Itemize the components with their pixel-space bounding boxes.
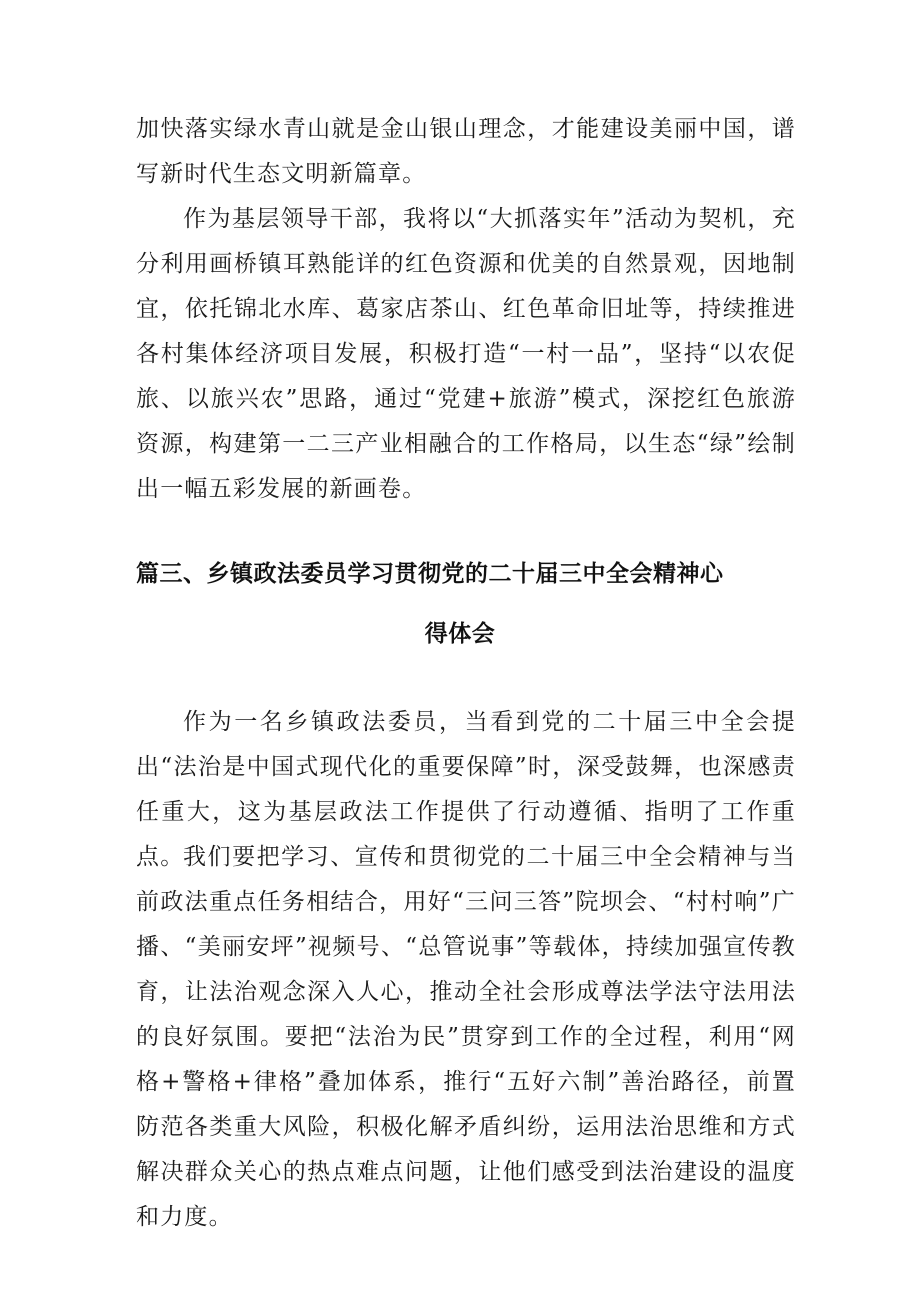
paragraph-tasks: 我们要把学习、宣传和贯彻党的二十届三中全会精神与当前政法重点任务相结合，用好“三问三答”院坝会、“村村响”广播、“美丽安坪”视频号、“总管说事”等载体，持续加强宣传教育，让法治观念深入人心，推动全社会形成尊法学法守法用法的良好氛围。要把“法治为民”贯穿到工作的全过程，利用“网格+警格+律格”叠加体系，推行“五好六制”善治路径，前置防范各类重大风险，积极化解矛盾纠纷，运用法治思维和方式解决群众关心的热点难点问题，让他们感受到法治建设的温度和力度。 bbox=[136, 844, 796, 1230]
section-title-line-2: 得体会 bbox=[424, 621, 496, 647]
paragraph-intro: 作为一名乡镇政法委员，当看到党的二十届三中全会提出“法治是中国式现代化的重要保障”时，深受鼓舞，也深感责任重大，这为基层政法工作提供了行动遵循、指明了工作重点。 bbox=[136, 709, 796, 870]
section-title-line-1: 篇三、乡镇政法委员学习贯彻党的二十届三中全会精神心 bbox=[136, 561, 724, 587]
paragraph-continuation: 加快落实绿水青山就是金山银山理念，才能建设美丽中国，谱写新时代生态文明新篇章。 bbox=[136, 116, 796, 187]
paragraph-leadership-plan: 作为基层领导干部，我将以“大抓落实年”活动为契机，充分利用画桥镇耳熟能详的红色资源和优美的自然景观，因地制宜，依托锦北水库、葛家店茶山、红色革命旧址等，持续推进各村集体经济项目发展，积极打造“一村一品”，坚持“以农促旅、以旅兴农”思路，通过“党建+旅游”模式，深挖红色旅游资源，构建第一二三产业相融合的工作格局，以生态“绿”绘制出一幅五彩发展的新画卷。 bbox=[136, 206, 796, 502]
